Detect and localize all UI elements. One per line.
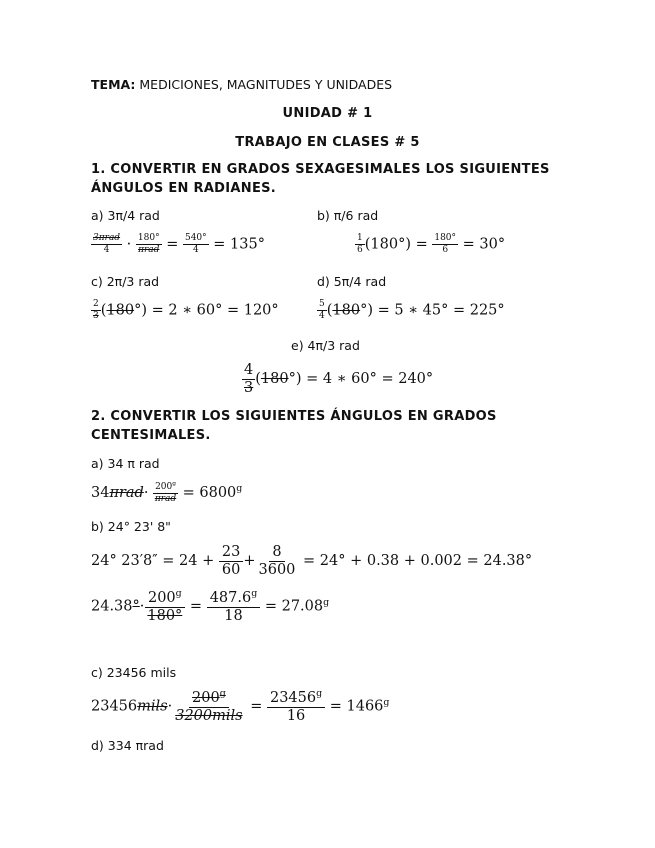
s1-e-label: e) 4π/3 rad (291, 338, 360, 353)
s2-a-equation: 34πrad· 200$^g$ πrad = $6800^g$ (91, 481, 243, 504)
s2-c-equation: 23456mils· $200^g$ 3200mils = $\frac{23456^g}{16}$ = $1466^g$ (91, 688, 390, 724)
section2-title-line2: CENTESIMALES. (91, 428, 211, 443)
topic-label: TEMA: (91, 77, 136, 92)
s2-b-label: b) 24° 23' 8" (91, 519, 171, 534)
s2-c-label: c) 23456 mils (91, 665, 177, 680)
topic-value: MEDICIONES, MAGNITUDES Y UNIDADES (135, 77, 393, 92)
s1-c-label: c) 2π/3 rad (91, 274, 160, 289)
s1-b-equation: $\frac{1}{6}$ (180°) = $\frac{180^\circ}{6}$ = 30° (357, 233, 506, 255)
s2-a-label: a) 34 π rad (91, 456, 160, 471)
s1-d-equation: $\frac{5}{4}$ (180°) = 5 ∗ 45° = 225° (319, 299, 505, 321)
s1-d-label: d) 5π/4 rad (317, 274, 387, 289)
s2-b-equation-1: 24° 23′8″ = 24 + $\frac{23}{60}$ + $\frac{8}{3600}$ = 24° + 0.38 + 0.002 = 24.38° (91, 544, 533, 578)
classwork-title: TRABAJO EN CLASES # 5 (235, 135, 420, 150)
s1-a-label: a) 3π/4 rad (91, 208, 160, 223)
topic-line (91, 77, 392, 92)
s1-b-label: b) π/6 rad (317, 208, 379, 223)
section1-title-line1: 1. CONVERTIR EN GRADOS SEXAGESIMALES LOS SIGUIENTES (91, 162, 550, 177)
s1-a-equation: 3πrad 4 · 180° πrad = $\frac{540^\circ}{4}$ = 135° (93, 233, 265, 255)
section1-title-line2: ÁNGULOS EN RADIANES. (91, 181, 277, 196)
s1-e-equation: $\frac{4}{3}$ (180°) = 4 ∗ 60° = 240° (244, 362, 434, 396)
s2-d-label: d) 334 πrad (91, 738, 164, 753)
s1-c-equation: $\frac{2}{3}$ (180°) = 2 ∗ 60° = 120° (93, 299, 279, 321)
unit-title: UNIDAD # 1 (282, 106, 373, 121)
s2-b-equation-2: 24.38°· $\frac{200^g}{180^\circ}$ = $\frac{487.6^g}{18}$ = 27.08$^g$ (91, 588, 330, 624)
section2-title-line1: 2. CONVERTIR LOS SIGUIENTES ÁNGULOS EN GRADOS (91, 409, 497, 424)
